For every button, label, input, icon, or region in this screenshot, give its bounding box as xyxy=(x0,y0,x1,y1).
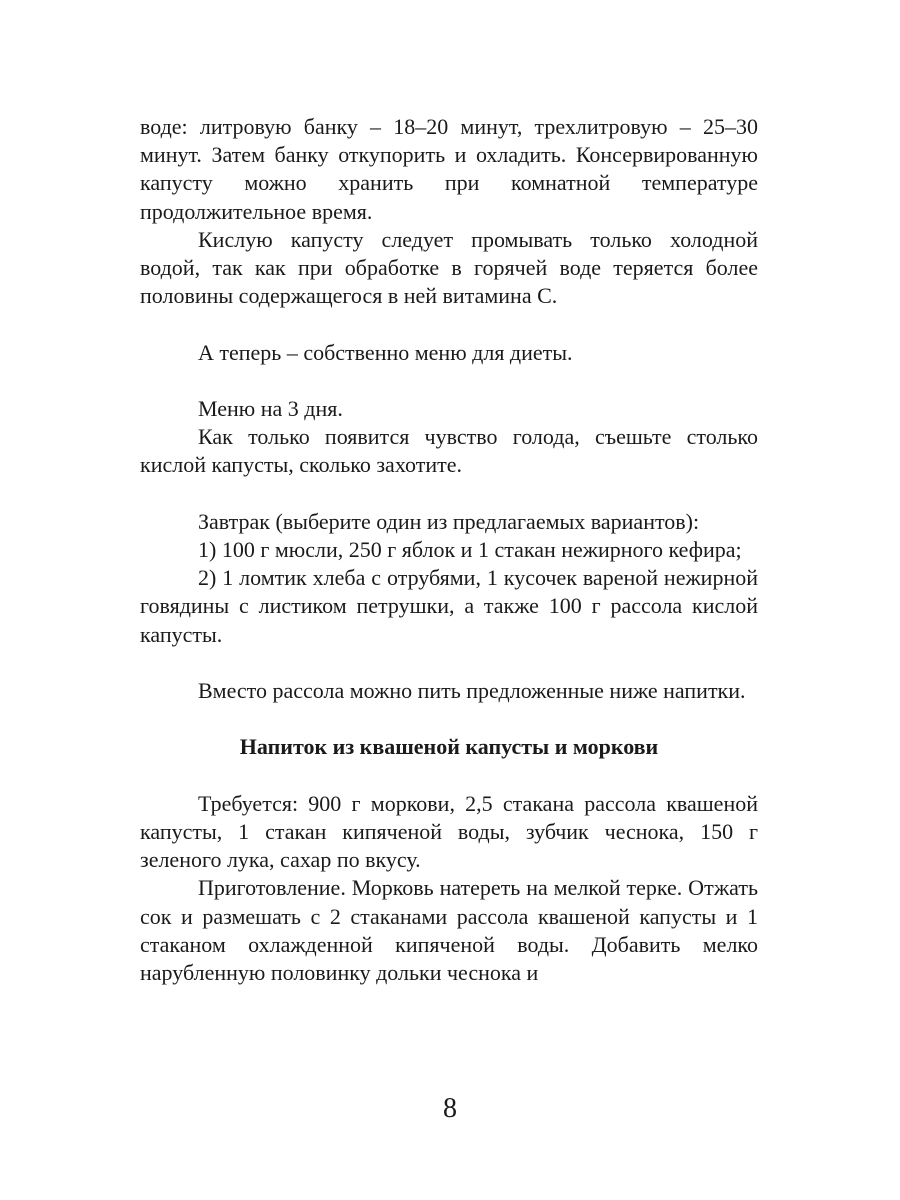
paragraph-option-2: 2) 1 ломтик хлеба с отрубями, 1 кусочек вареной нежирной говядины с листиком петрушки, а также 100 г рассола кислой капусты. xyxy=(140,565,758,647)
page-body xyxy=(140,113,758,987)
spacer xyxy=(140,310,758,338)
paragraph-continuation: воде: литровую банку – 18–20 минут, трехлитровую – 25–30 минут. Затем банку откупорить и охладить. Консервированную капусту можно хранить при комнатной температуре продолжительное время. xyxy=(140,114,758,224)
paragraph-hunger: Как только появится чувство голода, съешьте столько кислой капусты, сколько захотите. xyxy=(140,424,758,478)
paragraph-option-1: 1) 100 г мюсли, 250 г яблок и 1 стакан нежирного кефира; xyxy=(198,537,742,562)
paragraph-ingredients: Требуется: 900 г моркови, 2,5 стакана рассола квашеной капусты, 1 стакан кипяченой воды, зубчик чеснока, 150 г зеленого лука, сахар по вкусу. xyxy=(140,790,758,873)
page-number: 8 xyxy=(443,1093,457,1124)
section-heading: Напиток из квашеной капусты и моркови xyxy=(239,734,659,760)
spacer xyxy=(140,649,758,677)
spacer xyxy=(140,367,758,395)
paragraph-preparation: Приготовление. Морковь натереть на мелкой терке. Отжать сок и размешать с 2 стаканами рассола квашеной капусты и 1 стаканом охлажденной кипяченой воды. Добавить мелко нарубленную половинку дольки чеснока и xyxy=(140,875,758,985)
paragraph-menu-intro: А теперь – собственно меню для диеты. xyxy=(198,339,573,365)
spacer xyxy=(140,762,758,790)
spacer xyxy=(140,705,758,733)
paragraph-instead-of-brine: Вместо рассола можно пить предложенные ниже напитки. xyxy=(198,678,746,703)
spacer xyxy=(140,480,758,508)
paragraph-menu-days: Меню на 3 дня. xyxy=(198,396,343,421)
paragraph-breakfast: Завтрак (выберите один из предлагаемых вариантов): xyxy=(198,508,700,534)
paragraph-cabbage-washing: Кислую капусту следует промывать только холодной водой, так как при обработке в горячей воде теряется более половины содержащегося в ней витамина С. xyxy=(140,226,758,309)
